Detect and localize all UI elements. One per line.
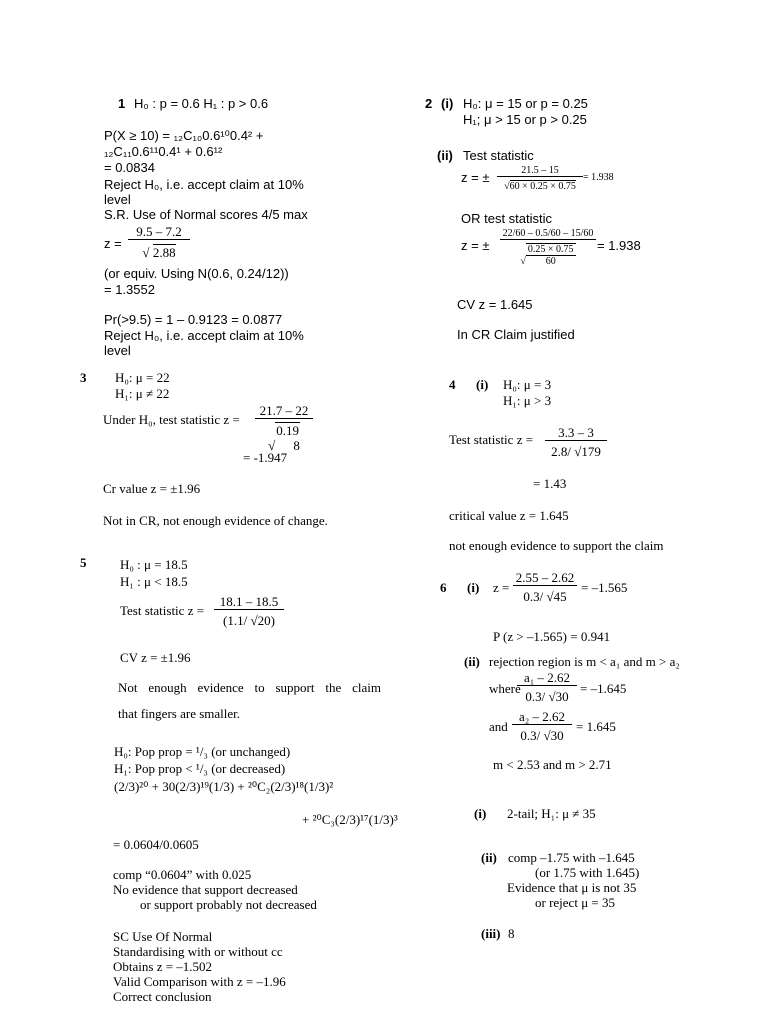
mark-scheme-note: Valid Comparison with z = –1.96 [113,974,286,989]
result: = 0.0834 [104,160,155,175]
numerator: 18.1 – 18.5 [214,594,284,610]
word: claim [352,680,381,695]
a2-fraction [512,709,572,743]
range-result: m < 2.53 and m > 2.71 [493,757,612,772]
z-fraction [214,594,284,628]
question-number: 5 [80,555,87,570]
null-hypothesis: H₀: μ = 22 [115,370,170,385]
z-value: = 1.938 [583,172,614,183]
denominator: √ 0.19 8 [268,423,300,453]
probability-line: Pr(>9.5) = 1 – 0.9123 = 0.0877 [104,312,283,327]
conclusion: Reject H₀, i.e. accept claim at 10% [104,328,304,343]
rejection-region: rejection region is m < a₁ and m > a₂ [489,654,680,669]
inner-numerator: 0.19 [276,423,299,438]
radicand [275,422,300,453]
denominator: √ 2.88 [142,245,176,260]
mark-scheme-note: Correct conclusion [113,989,212,1004]
numerator: 21.7 – 22 [255,403,313,419]
test-statistic-label: Test statistic z = [120,603,205,618]
probability-line: P (z > –1.565) = 0.941 [493,629,611,644]
denominator: (1.1/ √20) [223,613,275,628]
z-value: = 1.43 [533,476,567,491]
word: the [325,680,342,695]
a2-value: = 1.645 [576,719,616,734]
test-statistic-label: Test statistic z = [449,432,534,447]
radicand [526,243,576,267]
question-number: 1 [118,96,126,111]
result: = 0.0604/0.0605 [113,837,199,852]
denominator: √ $\frac{0.25 \times 0.75}{60}$ [520,244,574,267]
question-number: 3 [80,370,87,385]
z-fraction [255,403,313,453]
numerator: 9.5 – 7.2 [128,224,190,240]
question-number: 4 [449,377,456,392]
radicand: 60 × 0.25 × 0.75 [509,181,576,192]
where-label: where [489,681,521,696]
conclusion: No evidence that support decreased [113,882,298,897]
alt-hypothesis: H₁; μ > 15 or p > 0.25 [463,112,587,127]
alt-hypothesis: H₁: Pop prop < ¹/₃ (or decreased) [114,761,286,776]
alt-hypothesis: H₁: μ > 3 [503,393,552,408]
numerator: 22/60 – 0.5/60 – 15/60 [500,228,596,240]
null-hypothesis: H₀: μ = 3 [503,377,552,392]
conclusion: Not in CR, not enough evidence of change. [103,513,328,528]
binomial-expression: + ²⁰C₃(2/3)¹⁷(1/3)³ [302,812,398,827]
inner-denominator: 60 [545,256,556,267]
critical-value: CV z = 1.645 [457,297,533,312]
and-label: and [489,719,508,734]
probability-line: P(X ≥ 10) = ₁₂C₁₀0.6¹⁰0.4² + [104,128,264,143]
conclusion: Evidence that μ is not 35 [507,880,637,895]
word: evidence [197,680,244,695]
answer: 8 [508,926,515,941]
null-hypothesis: H₀ : μ = 18.5 [120,557,188,572]
numerator: a₁ – 2.62 [517,670,577,686]
radicand: 2.88 [152,245,176,260]
numerator: 2.55 – 2.62 [513,570,577,586]
hypotheses: H₀ : p = 0.6 H₁ : p > 0.6 [134,96,269,111]
z-fraction [500,228,596,267]
numerator: 3.3 – 3 [545,425,607,441]
comparison: comp “0.0604” with 0.025 [113,867,252,882]
z-fraction [513,570,577,604]
word: enough [148,680,187,695]
z-value: = -1.947 [243,450,288,465]
critical-value: CV z = ±1.96 [120,650,191,665]
inner-numerator: 0.25 × 0.75 [527,244,574,255]
z-fraction [545,425,607,459]
conclusion: or reject μ = 35 [535,895,615,910]
denominator: 0.3/ √30 [520,728,564,743]
alt-hypothesis: H₁: μ ≠ 22 [115,386,170,401]
z-fraction [497,165,583,192]
denominator: √60 × 0.25 × 0.75 [504,181,576,192]
denominator: 0.3/ √45 [523,589,567,604]
part-label: (ii) [481,850,497,865]
a1-value: = –1.645 [580,681,627,696]
conclusion: that fingers are smaller. [118,706,241,721]
part-label: (i) [474,806,487,821]
z-label: z = [104,236,122,251]
test-statistic-label: Under H₀, test statistic z = [103,412,240,427]
comparison: comp –1.75 with –1.645 [508,850,635,865]
conclusion: Reject H₀, i.e. accept claim at 10% [104,177,304,192]
z-fraction [128,224,190,260]
denominator: 2.8/ √179 [551,444,601,459]
alt-hypothesis: H₁ : μ < 18.5 [120,574,188,589]
part-label: (ii) [464,654,480,669]
tail-hypothesis: 2-tail; H₁: μ ≠ 35 [507,806,596,821]
conclusion [118,680,381,695]
z-label: z = ± [461,238,490,253]
question-number: 6 [440,580,447,595]
conclusion: or support probably not decreased [140,897,317,912]
word: to [254,680,265,695]
conclusion: In CR Claim justified [457,327,575,342]
question-number: 2 [425,96,433,111]
denominator: 0.3/ √30 [525,689,569,704]
part-label: (i) [467,580,480,595]
part-label: (i) [476,377,489,392]
mark-scheme-note: Standardising with or without cc [113,944,283,959]
numerator: a₂ – 2.62 [512,709,572,725]
conclusion: level [104,192,131,207]
z-value: = 1.938 [597,238,641,253]
word: Not [118,680,138,695]
special-ruling: S.R. Use of Normal scores 4/5 max [104,207,308,222]
part-label: (iii) [481,926,501,941]
z-value: = 1.3552 [104,282,155,297]
numerator: 21.5 – 15 [497,165,583,177]
mark-scheme-note: Obtains z = –1.502 [113,959,213,974]
part-label: (ii) [437,148,453,163]
comparison: (or 1.75 with 1.645) [535,865,640,880]
word: support [275,680,315,695]
critical-value: Cr value z = ±1.96 [103,481,201,496]
null-hypothesis: H₀: Pop prop = ¹/₃ (or unchanged) [114,744,291,759]
z-label: z = [493,580,510,595]
null-hypothesis: H₀: μ = 15 or p = 0.25 [463,96,588,111]
probability-line: ₁₂C₁₁0.6¹¹0.4¹ + 0.6¹² [104,144,223,159]
mark-scheme-note: SC Use Of Normal [113,929,213,944]
conclusion: not enough evidence to support the claim [449,538,664,553]
critical-value: critical value z = 1.645 [449,508,569,523]
section-title: OR test statistic [461,211,553,226]
part-label: (i) [441,96,454,111]
z-value: = –1.565 [581,580,628,595]
section-title: Test statistic [463,148,534,163]
z-label: z = ± [461,170,490,185]
equivalent-note: (or equiv. Using N(0.6, 0.24/12)) [104,266,289,281]
conclusion: level [104,343,131,358]
a1-fraction [517,670,577,704]
binomial-expression: (2/3)²⁰ + 30(2/3)¹⁹(1/3) + ²⁰C₂(2/3)¹⁸(1/3)² [114,779,334,794]
inner-denominator: 8 [293,438,300,453]
